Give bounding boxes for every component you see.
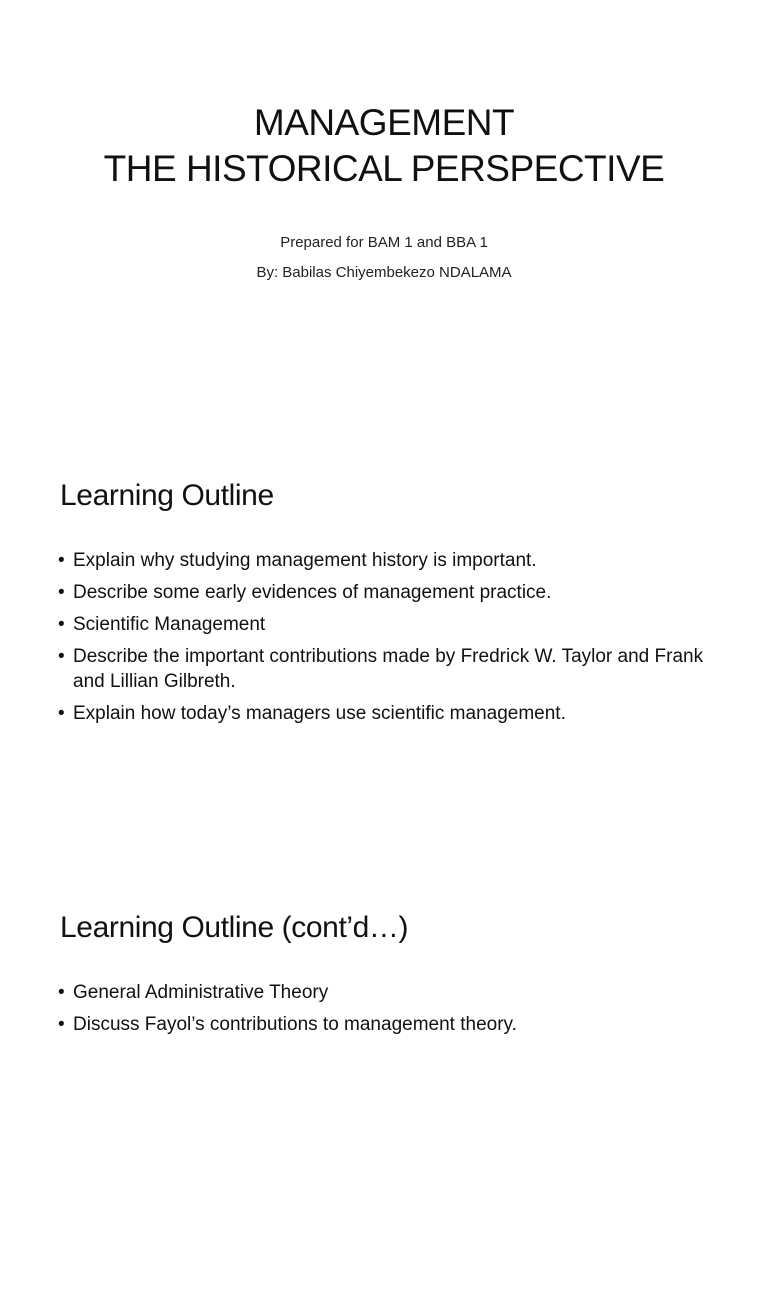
slide-title: [0, 100, 768, 192]
learning-outline-slide: [0, 432, 768, 864]
bullet-icon: •: [58, 982, 65, 1003]
title-line-1: MANAGEMENT: [253, 102, 515, 143]
slide-subtitle: [0, 228, 768, 288]
bullet-text: Explain why studying management history is important.: [73, 550, 537, 571]
bullet-icon: •: [58, 1014, 65, 1035]
list-item: [58, 548, 718, 573]
list-item: [58, 1012, 718, 1037]
list-item: [58, 701, 718, 726]
bullet-icon: •: [58, 703, 65, 724]
title-slide: [0, 0, 768, 432]
bullet-icon: •: [58, 582, 65, 603]
bullet-text: Describe some early evidences of management practice.: [73, 582, 552, 603]
slide-heading: Learning Outline: [60, 479, 274, 512]
list-item: [58, 980, 718, 1005]
bullet-list: [58, 548, 718, 733]
subtitle-line-1: Prepared for BAM 1 and BBA 1: [280, 234, 488, 251]
bullet-text: Discuss Fayol’s contributions to management theory.: [73, 1014, 517, 1035]
bullet-list: [58, 980, 718, 1044]
bullet-text: Scientific Management: [73, 614, 266, 635]
bullet-icon: •: [58, 614, 65, 635]
learning-outline-contd-slide: [0, 864, 768, 1296]
bullet-text: Describe the important contributions made by Fredrick W. Taylor and Frank and Lillian Gilbreth.: [73, 646, 704, 692]
title-line-2: THE HISTORICAL PERSPECTIVE: [103, 148, 665, 189]
list-item: [58, 612, 718, 637]
subtitle-line-2: By: Babilas Chiyembekezo NDALAMA: [256, 264, 512, 281]
list-item: [58, 644, 718, 694]
list-item: [58, 580, 718, 605]
bullet-text: Explain how today’s managers use scientific management.: [73, 703, 566, 724]
bullet-icon: •: [58, 550, 65, 571]
bullet-icon: •: [58, 646, 65, 667]
bullet-text: General Administrative Theory: [73, 982, 329, 1003]
slide-heading: Learning Outline (cont’d…): [60, 911, 409, 944]
